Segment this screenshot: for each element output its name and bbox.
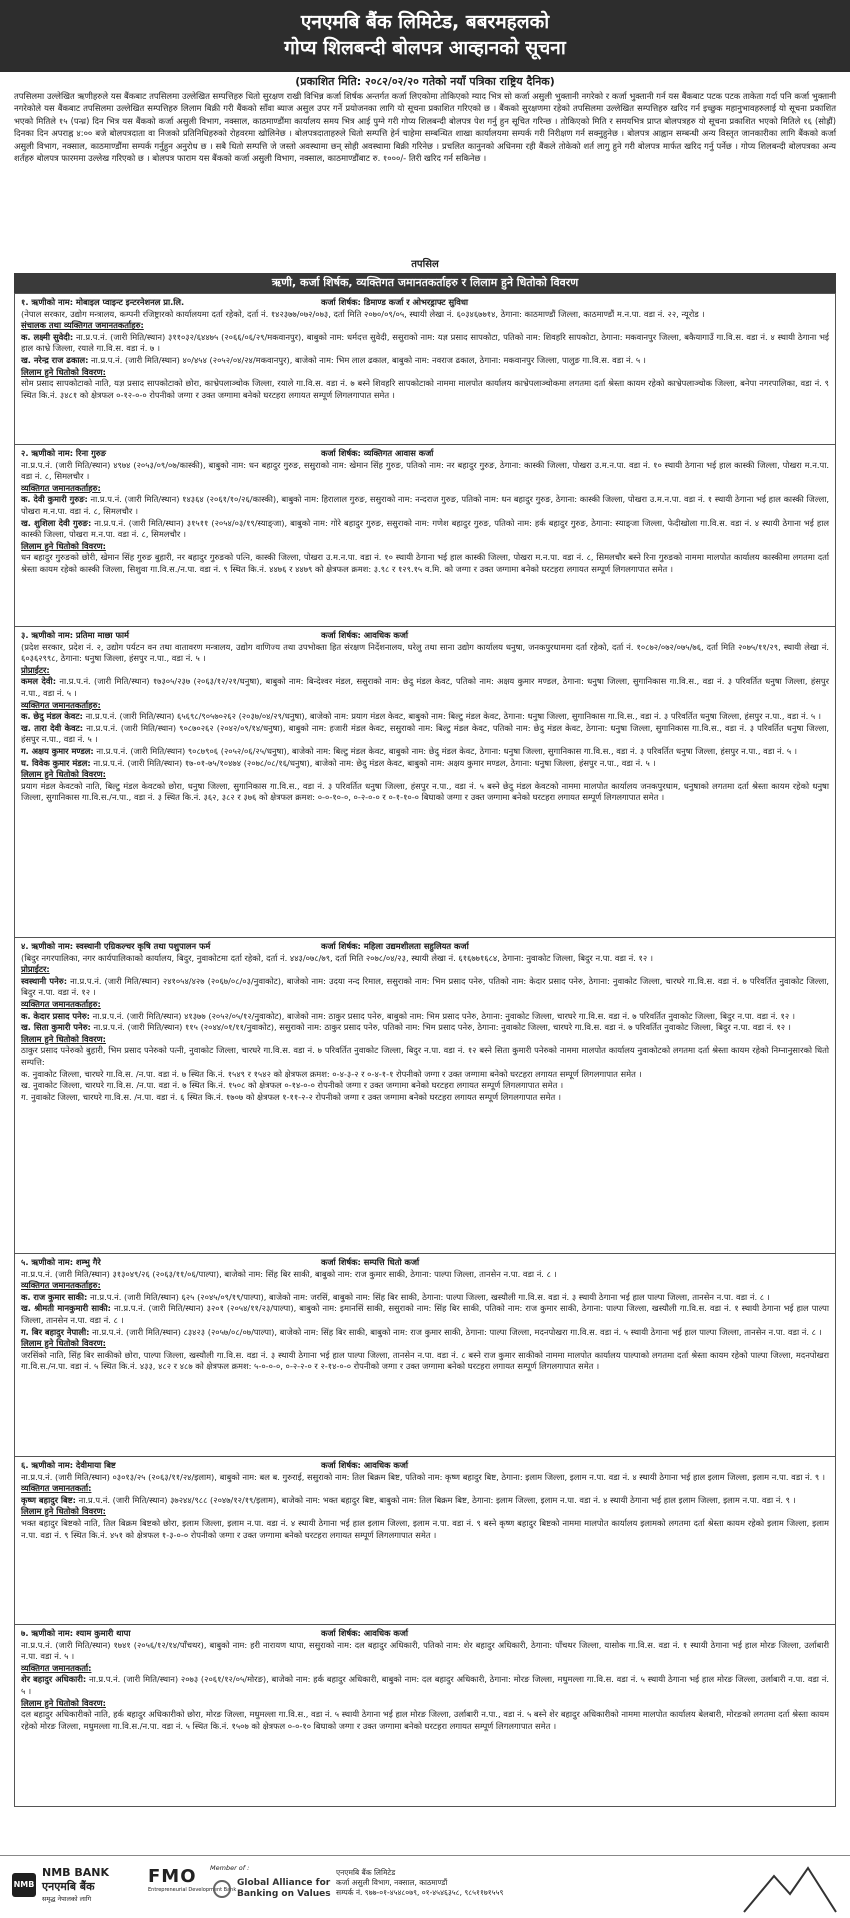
guarantor-detail: ना.प्र.प.नं. (जारी मिति/स्थान) २०७३ (२०६१/१२/०५/मोरङ), बाजेको नाम: हर्क बहादुर अधिकारी, बाबुको नाम: दल बहादुर अधिकारी, ठेगाना: मोरङ जिल्ला, मधुमल्ला गा.वि.स. वडा नं. ५ स्थायी ठेगाना भई हाल मोरङ जिल्ला, उर्लाबारी न.पा. वडा नं. ५ । [21, 1674, 829, 1696]
guarantor-label: प्रोप्राईटर: [21, 664, 50, 675]
guarantor-detail: ना.प्र.प.नं. (जारी मिति/स्थान) १७३०५/२३७ (२०६३/१२/२१/धनुषा), बाबुको नाम: बिन्देश्वर मंडल, ससुराको नाम: छेदु मंडल केवट, पतिको नाम: अक्षय कुमार मण्डल, ठेगाना: धनुषा जिल्ला, सुगानिकास गा.वि.स., वडा नं. ३ परिवर्तित धनुषा जिल्ला, हंसपुर न.पा., वडा नं. ५ । [21, 676, 829, 698]
footer-address-line-2: कर्जा असुली विभाग, नक्साल, काठमाण्डौं [336, 1878, 448, 1887]
guarantor-detail: ना.प्र.प.नं. (जारी मिति/स्थान) ११५ (२०४४/०१/११/नुवाकोट), ससुराको नाम: ठाकुर प्रसाद पनेरु, पतिको नाम: भिम प्रसाद पनेरु, ठेगाना: नुवाकोट जिल्ला, चारघरे गा.वि.स. वडा नं. ७ परिवर्तित नुवाकोट जिल्ला, बिदुर न.पा. वडा नं. १२ । [93, 1022, 791, 1033]
guarantor-name: घ. विवेक कुमार मंडल: [21, 757, 91, 768]
guarantor-entry [21, 1327, 829, 1339]
collateral-detail: जरसिंको नाति, सिंह बिर साकीको छोरा, पाल्पा जिल्ला, खस्यौली गा.वि.स. वडा नं. ३ स्थायी ठेगाना भई हाल पाल्पा जिल्ला, तानसेन न.पा. वडा नं. ८ बस्ने राज कुमार साकीको नाममा मालपोत कार्यालय पाल्पाको लगतमा दर्ता श्रेस्ता कायम रहेको पाल्पा जिल्ला, मदनपोखरा गा.वि.स./न.पा. वडा नं. ५ स्थित कि.नं. ४३३, ४८२ र ४८७ को क्षेत्रफल क्रमश: ५-०-०-०, ०-२-२-० र २-१४-०-० रोपनीको जग्गा र उक्त जग्गामा बनेको घरटहरा लगायत सम्पूर्ण लिगलगापात समेत । [21, 1349, 829, 1372]
borrower-details: ना.प्र.प.नं. (जारी मिति/स्थान) १७४१ (२०५६/१२/१४/पाँचथर), बाबुको नाम: हरी नारायण थापा, ससुराको नाम: दल बहादुर अधिकारी, पतिको नाम: शेर बहादुर अधिकारी, ठेगाना: पाँचथर जिल्ला, यासोक गा.वि.स. वडा नं. १ स्थायी ठेगाना भई हाल मोरङ जिल्ला, उर्लाबारी न.पा. वडा नं. ५ । [21, 1639, 829, 1662]
guarantor-detail: ना.प्र.प.नं. (जारी मिति/स्थान) ३७२४४/९८८ (२०४७/१२/१९/इलाम), बाजेको नाम: भक्त बहादुर बिष्ट, बाबुको नाम: तिल बिक्रम बिष्ट, ठेगाना: इलाम जिल्ला, इलाम न.पा. वडा नं. ४ स्थायी ठेगाना भई हाल इलाम जिल्ला, इलाम न.पा. वडा नं. ९ । [78, 1494, 796, 1505]
guarantor-name: ख. नरेन्द्र राज ढकाल: [21, 354, 89, 365]
mountain-icon [740, 1862, 840, 1914]
guarantor-label-2: व्यक्तिगत जमानतकर्ताहरु: [21, 699, 101, 710]
collateral-detail: दल बहादुर अधिकारीको नाति, हर्क बहादुर अधिकारीको छोरा, मोरङ जिल्ला, मधुमल्ला गा.वि.स., वडा नं. ५ स्थायी ठेगाना भई हाल मोरङ जिल्ला, उर्लाबारी न.पा., वडा नं. ५ बस्ने शेर बहादुर अधिकारीको नाममा मालपोत कार्यालय बेलबारी, मोरङको लगतमा दर्ता श्रेस्ता कायम रहेको मोरङ जिल्ला, मधुमल्ला गा.वि.स./न.पा. वडा नं. ५ स्थित कि.नं. १५०७ को क्षेत्रफल ०-०-१० बिघाको जग्गा र उक्त जग्गामा बनेको घरटहरा लगायत सम्पूर्ण लिगलगापात समेत । [21, 1709, 829, 1731]
borrower-section [15, 1457, 835, 1625]
publication-date: (प्रकाशित मिति: २०८२/०२/२० गतेको नयाँ पत्रिका राष्ट्रिय दैनिक) [295, 75, 555, 88]
table-title: ऋणी, कर्जा शिर्षक, व्यक्तिगत जमानतकर्ताहरु र लिलाम हुने धितोको विवरण [14, 273, 836, 293]
guarantor-name: ख. सिता कुमारी पनेरु: [21, 1022, 91, 1033]
collateral-label: लिलाम हुने धितोको विवरण: [21, 1338, 106, 1349]
guarantor-entry [21, 676, 829, 699]
footer-address-line-3: सम्पर्क नं. ९७७-०१-४५४८०७९, ०१-४५४६३५८, ९८५११७१५५९ [336, 1888, 504, 1897]
guarantor-name: क. देवी कुमारी गुरुङ: [21, 494, 88, 505]
intro-paragraph: तपसिलमा उल्लेखित ऋणीहरुले यस बैंकबाट तपसिलमा उल्लेखित सम्पत्तिहरु धितो सुरक्षण राखी विभिन्न कर्जा शिर्षक अन्तर्गत कर्जा लिएकोमा तोकिएको म्याद भित्र सो कर्जा असुली भुक्तानी नगरेको र कर्जा भुक्तानी गर्न यस बैंकबाट पटक पटक ताकेता गर्दा पनि कर्जा भुक्तानी नगरेकोले यस बैंकबाट तपसिलमा उल्लेखित सम्पत्तिहरु लिलाम बिक्री गरी बैंकको साँवा ब्याज असुल उपर गर्ने प्रयोजनका लागि यो सूचना प्रकाशित गरिएको छ । बैंकको सुरक्षणमा रहेको तपसिलमा उल्लेखित सम्पत्तिहरु खरिद गर्न इच्छुक महानुभावहरुलाई यो सूचना प्रकाशित भएको मितिले १५ (पन्ध्र) दिन भित्र यस बैंकको कर्जा असुली विभाग, नक्साल, काठमाण्डौंमा कार्यालय समय भित्र आई पुग्ने गरी गोप्य शिलबन्दी बोलपत्र पेश गर्नु हुन सूचित गरिन्छ । तोकिएको मिति र समयभित्र प्राप्त बोलपत्रहरु यो सूचना प्रकाशित भएको मितिले १६ (सोह्रौं) दिनका दिन अपराह्न ४:०० बजे बोलपत्रदाता वा निजको प्रतिनिधिहरुको रोहवरमा खोलिनेछ । बोलपत्रदाताहरुले धितो सम्पत्ति हेर्न चाहेमा सम्बन्धित शाखा कार्यालयमा सम्पर्क गरी निरीक्षण गर्न सक्नुहुनेछ । बोलपत्र आह्वान सम्बन्धी अन्य विस्तृत जानकारीका लागि बैंकको कर्जा असुली विभाग, नक्साल, काठमाण्डौंमा सम्पर्क गर्नुहुन अनुरोध छ । सबै धितो सम्पत्ति जे जस्तो अवस्थामा छन् सोही अवस्थामा बिक्री गरिनेछ । प्रचलित कानुनको अधिनमा रही बैंकले तोकेको शर्त लागु हुने गरी बोलपत्र मार्फत खरिद गर्नु पर्नेछ । गोप्य शिलबन्दी बोलपत्रका अन्य शर्तहरु बोलपत्र फारममा उल्लेख गरिएको छ । बोलपत्र फाराम यस बैंकको कर्जा असुली विभाग, नक्साल, काठमाण्डौंबाट रु. १०००/- तिरी खरिद गर्न सकिनेछ । [14, 91, 836, 164]
collateral-label: लिलाम हुने धितोको विवरण: [21, 769, 106, 780]
loan-type: कर्जा शिर्षक: आवधिक कर्जा [321, 630, 409, 640]
guarantor-name: ख. श्रीमती मानकुमारी साकी: [21, 1303, 111, 1314]
guarantor-label: प्रोप्राईटर: [21, 964, 50, 975]
guarantor-entry [21, 518, 829, 541]
guarantor-label: व्यक्तिगत जमानतकर्ता: [21, 1483, 92, 1494]
gabv-text: Global Alliance for Banking on Values [237, 1878, 331, 1899]
member-of-label: Member of : [210, 1864, 250, 1872]
guarantor-entry [21, 723, 829, 746]
collateral-detail: प्रयाग मंडल केवटको नाति, बिल्टु मंडल केवटको छोरा, धनुषा जिल्ला, सुगानिकास गा.वि.स., वडा नं. ३ परिवर्तित धनुषा जिल्ला, हंसपुर न.पा., वडा नं. ५ बस्ने छेदु मंडल केवटको नाममा मालपोत कार्यालय जनकपुरधाम, धनुषाको लगतमा दर्ता श्रेस्ता कायम रहेको धनुषा जिल्ला, सुगानिकास गा.वि.स./न.पा., वडा नं. ३ स्थित कि.नं. ३६२, ३८२ र ३७६ को क्षेत्रफल क्रमश: ०-०-१०-०, ०-२-०-० र ०-१-१०-० बिघाको जग्गा र उक्त जग्गामा बनेको घरटहरा लगायत सम्पूर्ण लिगलगापात समेत । [21, 780, 829, 803]
guarantor-label: संचालक तथा व्यक्तिगत जमानतकर्ताहरु: [21, 320, 144, 331]
nmb-logo [12, 1866, 109, 1903]
guarantor-label-2: व्यक्तिगत जमानतकर्ताहरु: [21, 998, 101, 1009]
borrower-section [15, 1625, 835, 1806]
collateral-label: लिलाम हुने धितोको विवरण: [21, 1697, 106, 1708]
nmb-logo-np: एनएमबि बैंक [42, 1880, 95, 1893]
guarantor-detail: ना.प्र.प.नं. (जारी मिति/स्थान) २४१०५४/४२७ (२०६७/०८/०३/नुवाकोट), बाजेको नाम: उदया नन्द रिमाल, ससुराको नाम: भिम प्रसाद पनेरु, पतिको नाम: केदार प्रसाद पनेरु, ठेगाना: नुवाकोट जिल्ला, चारघरे गा.वि.स. वडा नं. ७ परिवर्तित नुवाकोट जिल्ला, बिदुर न.पा. वडा नं. १२ । [21, 975, 829, 998]
guarantor-detail: ना.प्र.प.नं. (जारी मिति/स्थान) ९०८७९०६ (२०५२/०६/२५/धनुषा), बाजेको नाम: बिल्टु मंडल केवट, बाबुको नाम: छेदु मंडल केवट, ठेगाना: धनुषा जिल्ला, सुगानिकास गा.वि.स., वडा नं. ३ परिवर्तित धनुषा जिल्ला, हंसपुर न.पा., वडा नं. ५ । [96, 745, 797, 756]
guarantor-name: स्वस्थानी पनेरु: [21, 975, 68, 986]
guarantor-name: कमल देवी: [21, 676, 57, 687]
guarantor-name: कृष्ण बहादुर बिष्ट: [21, 1494, 76, 1505]
guarantor-detail: ना.प्र.प.नं. (जारी मिति/स्थान) ९०८७०२६२ (२०४२/०९/१४/धनुषा), बाबुको नाम: हजारी मंडल केवट, ससुराको नाम: बिल्टु मंडल केवट, पतिको नाम: छेदु मंडल केवट, ठेगाना: धनुषा जिल्ला, सुगानिकास गा.वि.स., वडा नं. ३ परिवर्तित धनुषा जिल्ला, हंसपुर न.पा., वडा नं. ५ । [21, 722, 829, 745]
collateral-item: ख. नुवाकोट जिल्ला, चारघरे गा.वि.स. /न.पा. वडा नं. ७ स्थित कि.नं. १५०८ को क्षेत्रफल ०-१४-०-० रोपनीको जग्गा र उक्त जग्गामा बनेको घरटहरा लगायत सम्पूर्ण लिगलगापात समेत । [21, 1080, 564, 1091]
guarantor-detail: ना.प्र.प.नं. (जारी मिति/स्थान) ३१५११ (२०५४/०३/१९/स्याङ्जा), बाबुको नाम: गोरे बहादुर गुरुङ, ससुराको नाम: गणेश बहादुर गुरुङ, पतिको नाम: हर्क बहादुर गुरुङ, ठेगाना: स्याङ्जा जिल्ला, फेदीखोला गा.वि.स. वडा नं. ४ स्थायी ठेगाना भई हाल कास्की जिल्ला, पोखरा म.न.पा. वडा नं. ८, सिमलचौर । [21, 517, 830, 540]
guarantor-entry [21, 332, 829, 355]
guarantor-entry [21, 1303, 829, 1326]
collateral-detail: धन बहादुर गुरुङको छोरी, खेमान सिंह गुरुङ बुहारी, नर बहादुर गुरुङको पत्नि, कास्की जिल्ला, पोखरा उ.म.न.पा. वडा नं. १० स्थायी ठेगाना भई हाल कास्की जिल्ला, पोखरा म.न.पा. वडा नं. ८, सिमलचौर बस्ने रिना गुरुङको नाममा मालपोत कार्यालय कास्कीमा लगतमा दर्ता श्रेस्ता कायम रहेको कास्की जिल्ला, सिशुवा गा.वि.स./न.पा. वडा नं. ९ स्थित कि.नं. ४४७६ र ४४७९ को क्षेत्रफल क्रमश: ३.९८ र १२९.१५ व.मि. को जग्गा र उक्त जग्गामा बनेको घरटहरा लगायत सम्पूर्ण लिगलगापात समेत । [21, 552, 829, 574]
guarantor-detail: ना.प्र.प.नं. (जारी मिति/स्थान) ३११०३२/६४४७५ (२०६६/०६/२९/मकवानपुर), बाबुको नाम: धर्मदत्त सुवेदी, ससुराको नाम: यज्ञ प्रसाद सापकोटा, पतिको नाम: शिवहरि सापकोटा, ठेगाना: मकवानपुर जिल्ला, बकैयागाउँ गा.वि.स. वडा नं. ४ स्थायी ठेगाना भई हाल काभ्रे जिल्ला, रयाले गा.वि.स. वडा नं. ७ । [21, 331, 830, 354]
guarantor-name: ख. शुशिला देवी गुरुङ: [21, 517, 92, 528]
loan-type: कर्जा शिर्षक: सम्पत्ति धितो कर्जा [321, 1257, 420, 1267]
borrower-name: ३. ऋणीको नाम: प्रतिमा माछा फार्म [21, 630, 129, 640]
guarantor-name: क. लक्ष्मी सुवेदी: [21, 331, 74, 342]
borrower-details: ना.प्र.प.नं. (जारी मिति/स्थान) ४९७४ (२०५३/०९/०७/कास्की), बाबुको नाम: धन बहादुर गुरुङ, ससुराको नाम: खेमान सिंह गुरुङ, पतिको नाम: नर बहादुर गुरुङ, ठेगाना: कास्की जिल्ला, पोखरा उ.म.न.पा. वडा नं. १० स्थायी ठेगाना भई हाल कास्की जिल्ला, पोखरा म.न.पा. वडा नं. ८, सिमलचौर । [21, 459, 829, 482]
gabv-mark-icon [213, 1880, 231, 1898]
notice-header [0, 0, 850, 72]
guarantor-detail: ना.प्र.प.नं. (जारी मिति/स्थान) ६२५ (२०४५/०९/१९/पाल्पा), बाजेको नाम: जरसिं, बाबुको नाम: सिंह बिर साकी, ठेगाना: पाल्पा जिल्ला, खस्यौली गा.वि.स. वडा नं. ३ स्थायी ठेगाना भई हाल पाल्पा जिल्ला, तानसेन न.पा. वडा नं. ८ । [90, 1291, 770, 1302]
guarantor-name: ग. अक्षय कुमार मण्डल: [21, 745, 94, 756]
loan-type: कर्जा शिर्षक: व्यक्तिगत आवास कर्जा [321, 448, 434, 458]
borrower-section [15, 445, 835, 627]
loan-type: कर्जा शिर्षक: आवधिक कर्जा [321, 1628, 409, 1638]
guarantor-detail: ना.प्र.प.नं. (जारी मिति/स्थान) ४०/४५४ (२०५२/०४/२४/मकवानपुर), बाजेको नाम: भिम लाल ढकाल, बाबुको नाम: नवराज ढकाल, ठेगाना: मकवानपुर जिल्ला, पालुङ गा.वि.स. वडा नं. ५ । [91, 354, 646, 365]
guarantor-detail: ना.प्र.प.नं. (जारी मिति/स्थान) १७-०१-७५/१०४७४ (२०७८/०८/१६/धनुषा), बाजेको नाम: छेदु मंडल केवट, बाबुको नाम: अक्षय कुमार मण्डल, ठेगाना: धनुषा जिल्ला, हंसपुर न.पा., वडा नं. ५ । [93, 757, 656, 768]
collateral-detail: भक्त बहादुर बिष्टको नाति, तिल बिक्रम बिष्टको छोरा, इलाम जिल्ला, इलाम न.पा. वडा नं. ४ स्थायी ठेगाना भई हाल इलाम जिल्ला, इलाम न.पा. वडा नं. ९ बस्ने कृष्ण बहादुर बिष्टको नाममा मालपोत कार्यालय इलामको लगतमा दर्ता श्रेस्ता कायम रहेको इलाम जिल्ला, इलाम न.पा. वडा नं. ९ स्थित कि.नं. ४५१ को क्षेत्रफल १-३-०-० रोपनीको जग्गा र उक्त जग्गामा बनेको घरटहरा लगायत सम्पूर्ण लिगलगापात समेत । [21, 1517, 829, 1540]
nmb-logo-tagline: समृद्ध नेपालको लागि [42, 1895, 92, 1903]
guarantor-name: क. छेदु मंडल केवट: [21, 711, 83, 722]
guarantor-entry [21, 758, 829, 770]
guarantor-label: व्यक्तिगत जमानतकर्ताहरु: [21, 482, 101, 493]
fmo-logo-sub: Entrepreneurial Development Bank [148, 1887, 237, 1893]
collateral-detail: सोम प्रसाद सापकोटाको नाति, यज्ञ प्रसाद सापकोटाको छोरा, काभ्रेपलाञ्चोक जिल्ला, रयाले गा.वि.स. वडा नं. ७ बस्ने शिवहरि सापकोटाको नाममा मालपोत कार्यालय काभ्रेपलाञ्चोकमा लगतमा दर्ता श्रेस्ता कायम रहेको काभ्रेपलाञ्चोक जिल्ला, बनेपा नगरपालिका, वडा नं. ९ स्थित कि.नं. ३४८१ को क्षेत्रफल ०-१२-०-० रोपनीको जग्गा र उक्त जग्गामा बनेको घरटहरा लगायत सम्पूर्ण लिगलगापात समेत । [21, 378, 829, 400]
title-line-1: एनएमबि बैंक लिमिटेड, बबरमहलको [300, 11, 550, 33]
guarantor-detail: ना.प्र.प.नं. (जारी मिति/स्थान) ३२०१ (२०५४/११/२३/पाल्पा), बाबुको नाम: इमानसिं साकी, ससुराको नाम: सिंह बिर साकी, पतिको नाम: राज कुमार साकी, ठेगाना: पाल्पा जिल्ला, खस्यौली गा.वि.स. वडा नं. १ स्थायी ठेगाना भई हाल पाल्पा जिल्ला, तानसेन न.पा. वडा नं. ८ । [21, 1303, 829, 1325]
guarantor-name: ख. तारा देवी केवट: [21, 722, 84, 733]
guarantor-entry [21, 355, 829, 367]
borrower-name: ४. ऋणीको नाम: स्वस्थानी एग्रिकल्चर कृषि तथा पशुपालन फर्म [21, 941, 211, 951]
guarantor-entry [21, 746, 829, 758]
guarantor-detail: ना.प्र.प.नं. (जारी मिति/स्थान) ८३४२३ (२०५७/०८/०७/पाल्पा), बाजेको नाम: सिंह बिर साकी, बाबुको नाम: राज कुमार साकी, ठेगाना: पाल्पा जिल्ला, मदनपोखरा गा.वि.स. वडा नं. ५ स्थायी ठेगाना भई हाल पाल्पा जिल्ला, तानसेन न.पा. वडा नं. ८ । [92, 1326, 822, 1337]
guarantor-entry [21, 494, 829, 517]
nmb-logo-en: NMB BANK [42, 1866, 109, 1879]
borrower-section [15, 1254, 835, 1457]
collateral-detail: ठाकुर प्रसाद पनेरुको बुहारी, भिम प्रसाद पनेरुको पत्नी, नुवाकोट जिल्ला, चारघरे गा.वि.स. वडा नं. ७ परिवर्तित नुवाकोट जिल्ला, बिदुर न.पा. वडा नं. १२ बस्ने सिता कुमारी पनेरुको नाममा मालपोत कार्यालय नुवाकोटको लगतमा दर्ता श्रेस्ता कायम रहेको निम्नानुसारको धितो सम्पत्ति: [21, 1045, 829, 1067]
guarantor-label: व्यक्तिगत जमानतकर्ताहरु: [21, 1280, 101, 1291]
footer-address [336, 1868, 503, 1898]
guarantor-entry [21, 1022, 829, 1034]
guarantor-name: क. राज कुमार साकी: [21, 1291, 88, 1302]
annex-label: तपसिल [411, 259, 439, 270]
collateral-label: लिलाम हुने धितोको विवरण: [21, 1506, 106, 1517]
borrower-section [15, 938, 835, 1254]
guarantor-name: ग. बिर बहादुर नेपाली: [21, 1326, 90, 1337]
collateral-item: ग. नुवाकोट जिल्ला, चारघरे गा.वि.स. /न.पा. वडा नं. ६ स्थित कि.नं. १७०७ को क्षेत्रफल १-११-२-२ रोपनीको जग्गा र उक्त जग्गामा बनेको घरटहरा लगायत सम्पूर्ण लिगलगापात समेत । [21, 1091, 561, 1102]
borrower-name: ६. ऋणीको नाम: देवीमाया बिष्ट [21, 1460, 116, 1470]
borrower-name: ७. ऋणीको नाम: श्याम कुमारी थापा [21, 1628, 131, 1638]
borrower-details: ना.प्र.प.नं. (जारी मिति/स्थान) ०३०१३/२५ (२०६३/११/२४/इलाम), बाबुको नाम: बल ब. गुरुराई, ससुराको नाम: तिल बिक्रम बिष्ट, पतिको नाम: कृष्ण बहादुर बिष्ट, ठेगाना: इलाम जिल्ला, इलाम न.पा. वडा नं. ४ स्थायी ठेगाना भई हाल इलाम जिल्ला, इलाम न.पा. वडा नं. ९ । [21, 1471, 825, 1482]
title-line-2: गोप्य शिलबन्दी बोलपत्र आव्हानको सूचना [284, 37, 566, 59]
guarantor-entry [21, 1495, 829, 1507]
gabv-logo [213, 1878, 347, 1900]
guarantor-label: व्यक्तिगत जमानतकर्ता: [21, 1662, 92, 1673]
fmo-logo-text: FMO [148, 1866, 197, 1887]
borrower-details: (बिदुर नगरपालिका, नगर कार्यपालिकाको कार्यालय, बिदुर, नुवाकोटमा दर्ता रहेको, दर्ता नं. ४४३/०७८/७९, दर्ता मिति २०७८/०४/२३, स्थायी लेखा नं. ६१६७७१६८४, ठेगाना: नुवाकोट जिल्ला, बिदुर न.पा. वडा नं. १२ । [21, 952, 653, 963]
loan-type: कर्जा शिर्षक: आवधिक कर्जा [321, 1460, 409, 1470]
guarantor-entry [21, 1292, 829, 1304]
collateral-label: लिलाम हुने धितोको विवरण: [21, 1033, 106, 1044]
collateral-label: लिलाम हुने धितोको विवरण: [21, 366, 106, 377]
borrower-name: २. ऋणीको नाम: रिना गुरुङ [21, 448, 107, 458]
guarantor-detail: ना.प्र.प.नं. (जारी मिति/स्थान) १४३६४ (२०६१/१०/२६/कास्की), बाबुको नाम: हिरालाल गुरुङ, ससुराको नाम: नन्दराज गुरुङ, पतिको नाम: धन बहादुर गुरुङ, ठेगाना: कास्की जिल्ला, पोखरा उ.म.न.पा. वडा नं. १ स्थायी ठेगाना भई हाल कास्की जिल्ला, पोखरा म.न.पा. वडा नं. ८, सिमलचौर । [21, 494, 829, 516]
collateral-label: लिलाम हुने धितोको विवरण: [21, 540, 106, 551]
borrower-name: ५. ऋणीको नाम: शम्भु गैरे [21, 1257, 101, 1267]
loan-type: कर्जा शिर्षक: महिला उद्यमशीलता सहुलियत कर्जा [321, 941, 469, 951]
guarantor-detail: ना.प्र.प.नं. (जारी मिति/स्थान) ६५६९८/९०५७०२६२ (२०३७/०४/२९/धनुषा), बाजेको नाम: प्रयाग मंडल केवट, बाबुको नाम: बिल्टु मंडल केवट, ठेगाना: धनुषा जिल्ला, सुगानिकास गा.वि.स., वडा नं. ३ परिवर्तित धनुषा जिल्ला, हंसपुर न.पा., वडा नं. ५ । [85, 711, 821, 722]
borrower-section [15, 294, 835, 445]
footer-address-line-1: एनएमबि बैंक लिमिटेड [336, 1868, 396, 1877]
borrower-details: (नेपाल सरकार, उद्योग मन्त्रालय, कम्पनी रजिष्ट्रारको कार्यालयमा दर्ता रहेको, दर्ता नं. १४२३७७/०७२/०७३, दर्ता मिति २०७०/०९/०५, स्थायी लेखा नं. ६०३४६७७१४, ठेगाना: काठमाण्डौं जिल्ला, काठमाण्डौं म.न.पा. वडा नं. २२, न्यूरोड । [21, 308, 705, 319]
guarantor-detail: ना.प्र.प.नं. (जारी मिति/स्थान) ४१३७७ (२०५२/०५/१२/नुवाकोट), बाजेको नाम: ठाकुर प्रसाद पनेरु, बाबुको नाम: भिम प्रसाद पनेरु, ठेगाना: नुवाकोट जिल्ला, चारघरे गा.वि.स. वडा नं. ७ परिवर्तित नुवाकोट जिल्ला, बिदुर न.पा. वडा नं. १२ । [92, 1010, 795, 1021]
guarantor-entry [21, 711, 829, 723]
guarantor-name: शेर बहादुर अधिकारी: [21, 1674, 87, 1685]
loan-type: कर्जा शिर्षक: डिमाण्ड कर्जा र ओभरड्राफ्ट सुविधा [321, 297, 469, 307]
guarantor-entry [21, 1011, 829, 1023]
borrower-details: ना.प्र.प.नं. (जारी मिति/स्थान) ३१३०४९/२६ (२०६३/११/०६/पाल्पा), बाजेको नाम: सिंह बिर साकी, बाबुको नाम: राज कुमार साकी, ठेगाना: पाल्पा जिल्ला, तानसेन न.पा. वडा नं. ८ । [21, 1268, 557, 1279]
footer [0, 1855, 850, 1918]
collateral-item: क. नुवाकोट जिल्ला, चारघरे गा.वि.स. /न.पा. वडा नं. ७ स्थित कि.नं. १५४९ र १५४२ को क्षेत्रफल क्रमश: ०-४-३-२ र ०-४-१-१ रोपनीको जग्गा र उक्त जग्गामा बनेको घरटहरा लगायत सम्पूर्ण लिगलगापात समेत । [21, 1068, 642, 1079]
borrower-sections [14, 293, 836, 1807]
nmb-logo-mark-icon: NMB [12, 1873, 36, 1897]
guarantor-entry [21, 1674, 829, 1697]
guarantor-entry [21, 976, 829, 999]
guarantor-name: क. केदार प्रसाद पनेरु: [21, 1010, 90, 1021]
borrower-details: (प्रदेश सरकार, प्रदेश नं. २, उद्योग पर्यटन वन तथा वातावरण मन्त्रालय, उद्योग वाणिज्य तथा उपभोक्ता हित संरक्षण निर्देशनालय, घरेलु तथा साना उद्योग कार्यालय धनुषा, जनकपुरधाममा दर्ता रहेको, दर्ता नं. १०८७२/०७२/०७५/७६, दर्ता मिति २०७५/११/२९, स्थायी लेखा नं. ६०३६२९९८, ठेगाना: धनुषा जिल्ला, हंसपुर न.पा., वडा नं. ५ । [21, 641, 829, 664]
borrower-section [15, 627, 835, 938]
borrower-name: १. ऋणीको नाम: मोबाइल प्वाइन्ट इन्टरनेशनल प्रा.लि. [21, 297, 185, 307]
